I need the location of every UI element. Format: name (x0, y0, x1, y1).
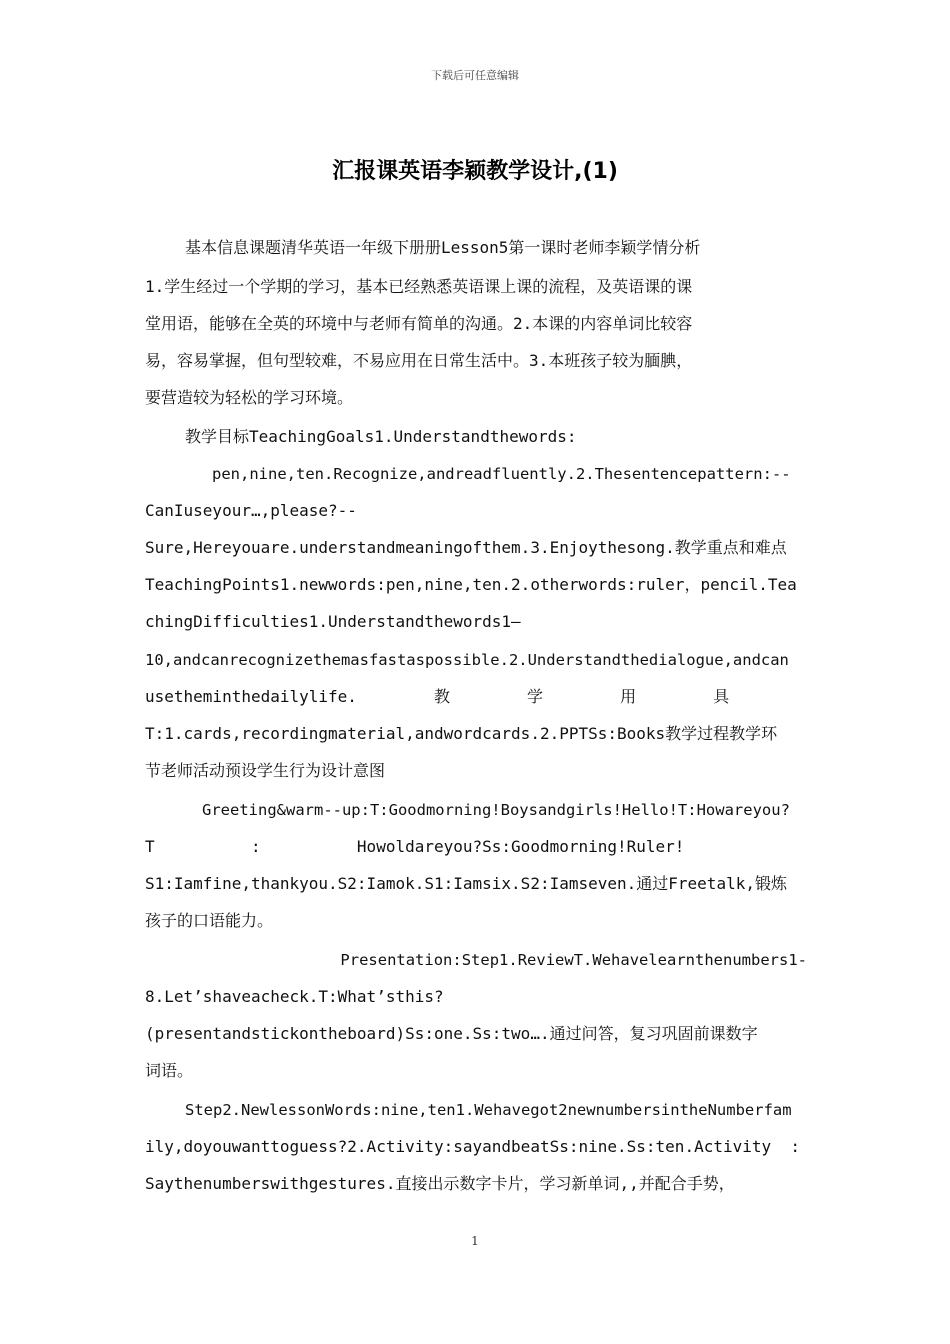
page-number: 1 (471, 1234, 479, 1248)
body-line: chingDifficulties1.Understandthewords1— (145, 612, 521, 631)
body-line: TeachingPoints1.newwords:pen,nine,ten.2.otherwords:ruler，pencil.Tea (145, 575, 797, 594)
body-line: Greeting&warm--up:T:Goodmorning!Boysandgirls!Hello!T:Howareyou? (202, 801, 790, 819)
body-line: 词语。 (145, 1061, 194, 1080)
body-line: 基本信息课题清华英语一年级下册册Lesson5第一课时老师李颖学情分析 (185, 238, 701, 257)
body-line: ily,doyouwanttoguess?2.Activity:sayandbeatSs:nine.Ss:ten.Activity : (145, 1137, 801, 1156)
body-line: Step2.NewlessonWords:nine,ten1.Wehavegot2newnumbersintheNumberfam (185, 1101, 792, 1119)
body-line: 堂用语，能够在全英的环境中与老师有简单的沟通。2.本课的内容单词比较容 (145, 314, 693, 333)
body-line: T : Howoldareyou?Ss:Goodmorning!Ruler! (145, 837, 685, 856)
body-line: pen,nine,ten.Recognize,andreadfluently.2.Thesentencepattern:-- (212, 465, 791, 483)
body-line: S1:Iamfine,thankyou.S2:Iamok.S1:Iamsix.S2:Iamseven.通过Freetalk,锻炼 (145, 874, 787, 893)
body-line: 8.Let’shaveacheck.T:What’sthis? (145, 987, 444, 1006)
body-line: (presentandstickontheboard)Ss:one.Ss:two….通过问答，复习巩固前课数字 (145, 1024, 758, 1043)
body-line: Presentation:Step1.ReviewT.Wehavelearnthenumbers1- (340, 951, 807, 969)
document-title: 汇报课英语李颖教学设计,(1) (332, 159, 618, 184)
body-line: 节老师活动预设学生行为设计意图 (145, 761, 386, 780)
body-line: 易，容易掌握，但句型较难，不易应用在日常生活中。3.本班孩子较为腼腆， (145, 351, 693, 370)
body-line: Sure,Hereyouare.understandmeaningofthem.3.Enjoythesong.教学重点和难点 (145, 538, 787, 557)
body-line: CanIuseyour…,please?-- (145, 501, 357, 520)
body-line: 孩子的口语能力。 (145, 911, 274, 930)
body-line: 1.学生经过一个学期的学习，基本已经熟悉英语课上课的流程，及英语课的课 (145, 277, 693, 296)
body-line: 教学目标TeachingGoals1.Understandthewords: (185, 427, 577, 446)
body-line: usetheminthedailylife. 教 学 用 具 (145, 687, 730, 706)
body-line: Saythenumberswithgestures.直接出示数字卡片，学习新单词,,并配合手势， (145, 1174, 735, 1193)
header-note: 下载后可任意编辑 (431, 69, 519, 82)
body-line: 要营造较为轻松的学习环境。 (145, 388, 354, 407)
body-line: 10,andcanrecognizethemasfastaspossible.2.Understandthedialogue,andcan (145, 651, 789, 669)
body-line: T:1.cards,recordingmaterial,andwordcards.2.PPTSs:Books教学过程教学环 (145, 724, 778, 743)
